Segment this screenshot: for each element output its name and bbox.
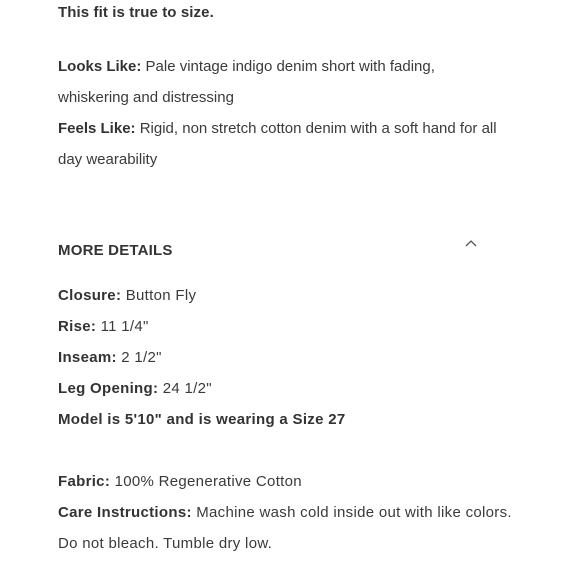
fabric-label: Fabric: — [58, 473, 111, 490]
leg-opening-value: 24 1/2" — [162, 380, 212, 397]
looks-like-label: Looks Like: — [58, 58, 142, 75]
chevron-up-icon[interactable] — [464, 238, 478, 248]
looks-like-line — [58, 51, 498, 113]
care-row — [58, 497, 528, 559]
feels-like-label: Feels Like: — [58, 120, 136, 137]
rise-value: 11 1/4" — [100, 318, 149, 335]
rise-label: Rise: — [58, 318, 97, 335]
care-value: Machine wash cold inside out with like colors. Do not bleach. Tumble dry low. — [58, 504, 512, 552]
model-note: Model is 5'10" and is wearing a Size 27 — [58, 411, 346, 428]
leg-opening-row — [58, 373, 528, 404]
leg-opening-label: Leg Opening: — [58, 380, 159, 397]
closure-row — [58, 280, 528, 311]
fabric-value: 100% Regenerative Cotton — [114, 473, 302, 490]
product-description — [58, 51, 498, 175]
closure-label: Closure: — [58, 287, 122, 304]
inseam-label: Inseam: — [58, 349, 117, 366]
closure-value: Button Fly — [125, 287, 197, 304]
more-details-list — [58, 280, 528, 435]
inseam-row — [58, 342, 528, 373]
more-details-title: MORE DETAILS — [58, 242, 173, 259]
fit-note: This fit is true to size. — [58, 4, 214, 21]
fabric-care-block — [58, 466, 528, 559]
looks-like-text: Pale vintage indigo denim short with fading, whiskering and distressing — [58, 58, 435, 106]
care-label: Care Instructions: — [58, 504, 192, 521]
feels-like-text: Rigid, non stretch cotton denim with a soft hand for all day wearability — [58, 120, 497, 168]
more-details-toggle[interactable] — [58, 238, 478, 262]
feels-like-line — [58, 113, 498, 175]
fabric-row — [58, 466, 528, 497]
rise-row — [58, 311, 528, 342]
inseam-value: 2 1/2" — [121, 349, 162, 366]
